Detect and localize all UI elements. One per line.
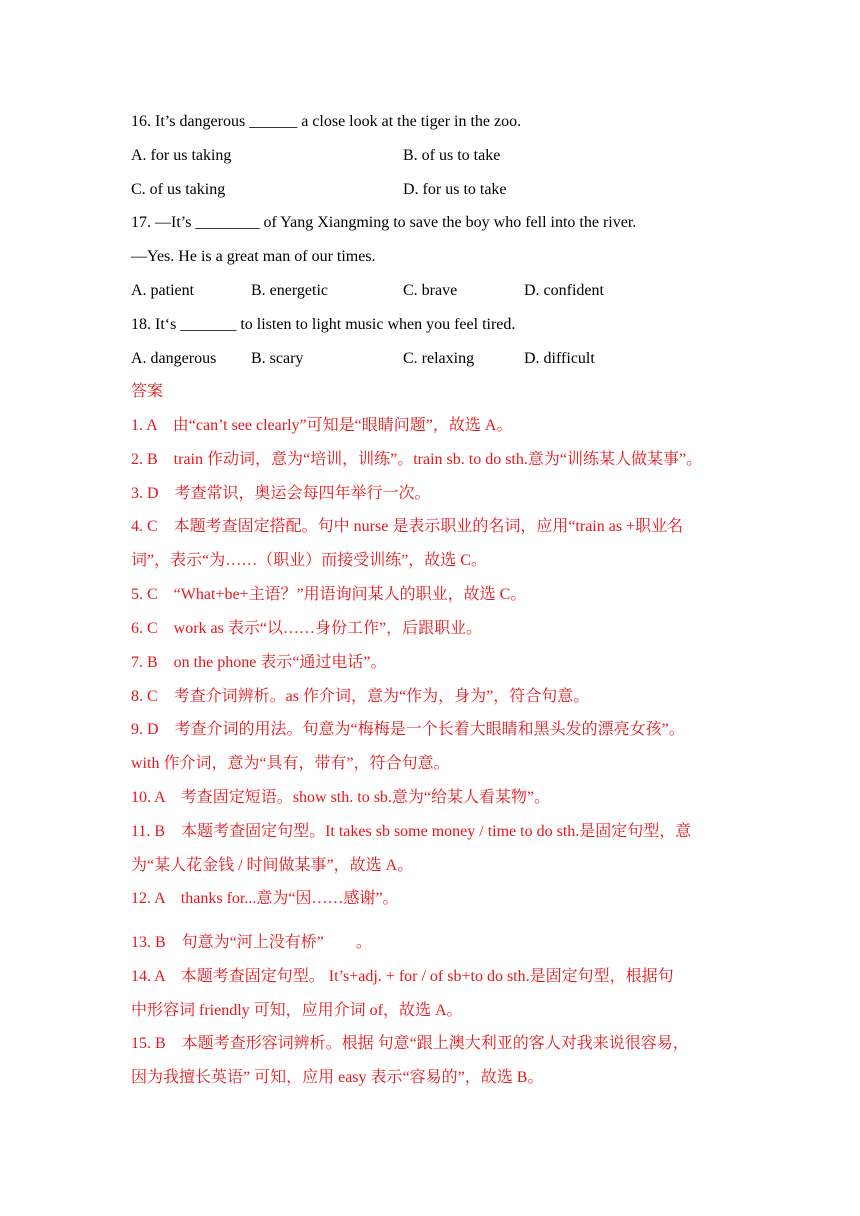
answer-line: 2. B train 作动词，意为“培训，训练”。train sb. to do sth.意为“训练某人做某事”。 bbox=[131, 451, 703, 468]
question-16-option-a: A. for us taking bbox=[131, 147, 232, 164]
question-18-option-d: D. difficult bbox=[524, 350, 595, 367]
answer-line: 1. A 由“can’t see clearly”可知是“眼睛问题”，故选 A。 bbox=[131, 417, 513, 434]
question-16-option-b: B. of us to take bbox=[403, 147, 501, 164]
answer-line: 15. B 本题考查形容词辨析。根据 句意“跟上澳大利亚的客人对我来说很容易， bbox=[131, 1035, 689, 1052]
answer-line: 中形容词 friendly 可知，应用介词 of，故选 A。 bbox=[131, 1002, 463, 1019]
answer-line: 6. C work as 表示“以……身份工作”，后跟职业。 bbox=[131, 620, 483, 637]
answer-line: with 作介词，意为“具有，带有”，符合句意。 bbox=[131, 755, 450, 772]
question-18-option-a: A. dangerous bbox=[131, 350, 217, 367]
question-18-option-b: B. scary bbox=[251, 350, 304, 367]
question-17-stem: 17. —It’s ________ of Yang Xiangming to save the boy who fell into the river. bbox=[131, 214, 637, 231]
answer-line: 因为我擅长英语” 可知，应用 easy 表示“容易的”，故选 B。 bbox=[131, 1069, 544, 1086]
question-17-reply: —Yes. He is a great man of our times. bbox=[131, 248, 376, 265]
question-18-stem: 18. It‘s _______ to listen to light music when you feel tired. bbox=[131, 316, 516, 333]
question-16-option-c: C. of us taking bbox=[131, 181, 226, 198]
question-17-option-a: A. patient bbox=[131, 282, 195, 299]
answer-line: 为“某人花金钱 / 时间做某事”，故选 A。 bbox=[131, 857, 414, 874]
answer-line: 7. B on the phone 表示“通过电话”。 bbox=[131, 654, 387, 671]
answer-line: 10. A 考查固定短语。show sth. to sb.意为“给某人看某物”。 bbox=[131, 789, 551, 806]
question-17-option-d: D. confident bbox=[524, 282, 604, 299]
answer-line: 11. B 本题考查固定句型。It takes sb some money / time to do sth.是固定句型，意 bbox=[131, 823, 692, 840]
answer-line: 14. A 本题考查固定句型。 It’s+adj. + for / of sb+to do sth.是固定句型，根据句 bbox=[131, 968, 674, 985]
answer-line: 4. C 本题考查固定搭配。句中 nurse 是表示职业的名词，应用“train as +职业名 bbox=[131, 518, 684, 535]
answer-line: 3. D 考查常识，奥运会每四年举行一次。 bbox=[131, 485, 431, 502]
question-17-option-b: B. energetic bbox=[251, 282, 329, 299]
answer-line: 13. B 句意为“河上没有桥” 。 bbox=[131, 934, 372, 951]
answer-line: 词”，表示“为……（职业）而接受训练”，故选 C。 bbox=[131, 552, 487, 569]
answer-line: 12. A thanks for...意为“因……感谢”。 bbox=[131, 890, 399, 907]
answers-heading: 答案 bbox=[131, 383, 164, 400]
question-16-stem: 16. It’s dangerous ______ a close look at the tiger in the zoo. bbox=[131, 113, 522, 130]
question-16-option-d: D. for us to take bbox=[403, 181, 507, 198]
answer-line: 5. C “What+be+主语？”用语询问某人的职业，故选 C。 bbox=[131, 586, 527, 603]
question-18-option-c: C. relaxing bbox=[403, 350, 475, 367]
question-17-option-c: C. brave bbox=[403, 282, 458, 299]
answer-line: 8. C 考查介词辨析。as 作介词，意为“作为，身为”，符合句意。 bbox=[131, 688, 590, 705]
answer-line: 9. D 考查介词的用法。句意为“梅梅是一个长着大眼睛和黑头发的漂亮女孩”。 bbox=[131, 721, 685, 738]
